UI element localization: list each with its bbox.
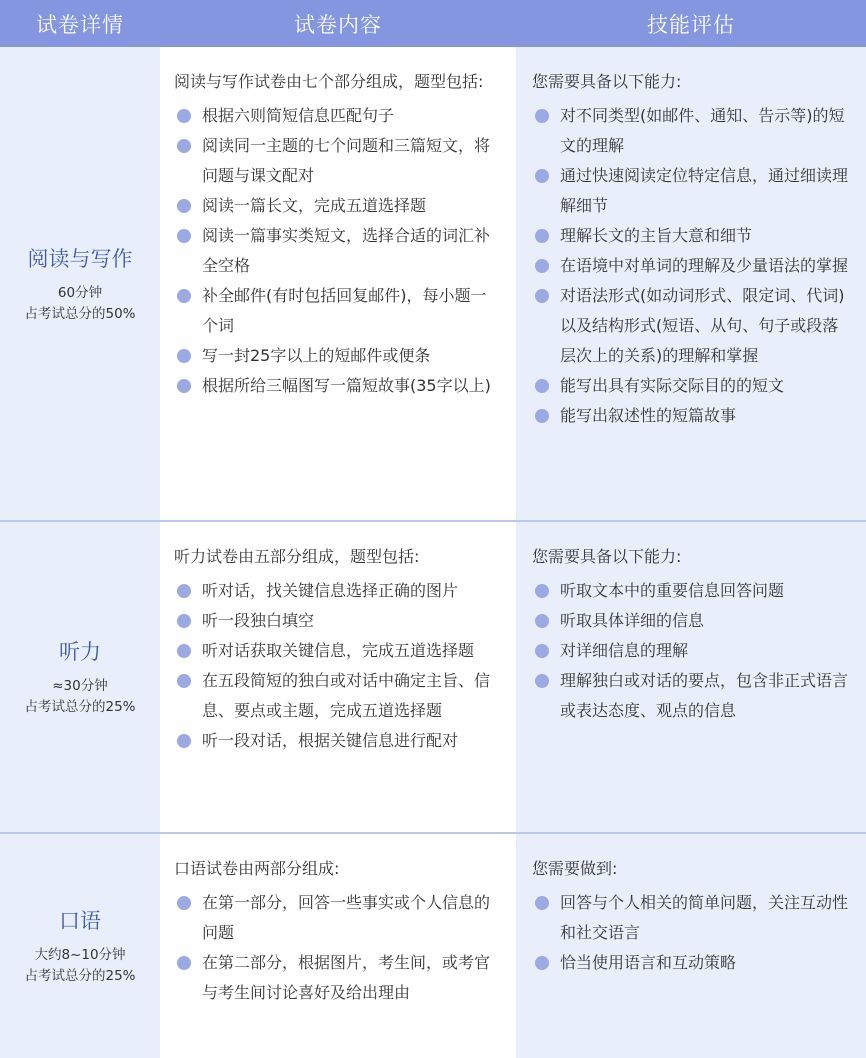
bullet-dot-icon	[177, 109, 191, 123]
bullet-dot-icon	[177, 289, 191, 303]
section-label	[0, 522, 160, 832]
bullet-dot-icon	[177, 734, 191, 748]
section-content	[160, 522, 516, 832]
bullet-dot-icon	[535, 109, 549, 123]
list-item: 听一段独白填空	[174, 606, 502, 636]
list-item: 在第一部分，回答一些事实或个人信息的问题	[174, 888, 502, 948]
bullet-dot-icon	[177, 349, 191, 363]
list-item: 通过快速阅读定位特定信息，通过细读理解细节	[532, 161, 852, 221]
list-item: 在语境中对单词的理解及少量语法的掌握	[532, 251, 852, 281]
list-item: 在五段简短的独白或对话中确定主旨、信息、要点或主题，完成五道选择题	[174, 666, 502, 726]
bullet-dot-icon	[177, 139, 191, 153]
list-item: 阅读同一主题的七个问题和三篇短文，将问题与课文配对	[174, 131, 502, 191]
section-skills	[516, 834, 866, 1058]
list-item: 听对话获取关键信息，完成五道选择题	[174, 636, 502, 666]
bullet-dot-icon	[177, 379, 191, 393]
bullet-dot-icon	[535, 289, 549, 303]
section-duration: 大约8~10分钟	[34, 947, 126, 963]
skills-list	[532, 101, 852, 431]
list-item: 能写出具有实际交际目的的短文	[532, 371, 852, 401]
bullet-dot-icon	[535, 584, 549, 598]
list-item: 回答与个人相关的简单问题，关注互动性和社交语言	[532, 888, 852, 948]
content-intro: 口语试卷由两部分组成:	[174, 859, 340, 878]
bullet-dot-icon	[535, 379, 549, 393]
section-duration: 60分钟	[57, 284, 103, 301]
bullet-dot-icon	[535, 674, 549, 688]
skills-list	[532, 576, 852, 726]
skills-intro: 您需要做到:	[532, 859, 618, 878]
list-item: 对语法形式(如动词形式、限定词、代词)以及结构形式(短语、从句、句子或段落层次上的关系)的理解和掌握	[532, 281, 852, 371]
list-item: 补全邮件(有时包括回复邮件)，每小题一个词	[174, 281, 502, 341]
bullet-dot-icon	[535, 896, 549, 910]
section-content	[160, 834, 516, 1058]
list-item: 对不同类型(如邮件、通知、告示等)的短文的理解	[532, 101, 852, 161]
bullet-dot-icon	[177, 644, 191, 658]
section-weight: 占考试总分的50%	[24, 305, 136, 322]
bullet-dot-icon	[535, 956, 549, 970]
section-reading-writing	[0, 47, 866, 520]
bullet-dot-icon	[535, 259, 549, 273]
list-item: 根据所给三幅图写一篇短故事(35字以上)	[174, 371, 502, 401]
skills-list	[532, 888, 852, 978]
content-list	[174, 888, 502, 1008]
section-weight: 占考试总分的25%	[24, 699, 136, 715]
list-item: 听对话，找关键信息选择正确的图片	[174, 576, 502, 606]
content-intro: 听力试卷由五部分组成，题型包括:	[174, 547, 420, 566]
section-skills	[516, 522, 866, 832]
bullet-dot-icon	[535, 614, 549, 628]
content-list	[174, 101, 502, 401]
bullet-dot-icon	[177, 199, 191, 213]
list-item: 阅读一篇长文，完成五道选择题	[174, 191, 502, 221]
list-item: 写一封25字以上的短邮件或便条	[174, 341, 502, 371]
list-item: 根据六则简短信息匹配句子	[174, 101, 502, 131]
list-item: 理解独白或对话的要点，包含非正式语言或表达态度、观点的信息	[532, 666, 852, 726]
section-label	[0, 47, 160, 520]
list-item: 听取具体详细的信息	[532, 606, 852, 636]
list-item: 阅读一篇事实类短文，选择合适的词汇补全空格	[174, 221, 502, 281]
content-list	[174, 576, 502, 756]
header-exam-content: 试卷内容	[294, 12, 382, 37]
section-content	[160, 47, 516, 520]
header-exam-details: 试卷详情	[36, 12, 124, 37]
skills-intro: 您需要具备以下能力:	[532, 547, 682, 566]
list-item: 对详细信息的理解	[532, 636, 852, 666]
bullet-dot-icon	[177, 584, 191, 598]
bullet-dot-icon	[535, 644, 549, 658]
section-label	[0, 834, 160, 1058]
list-item: 恰当使用语言和互动策略	[532, 948, 852, 978]
list-item: 在第二部分，根据图片，考生间，或考官与考生间讨论喜好及给出理由	[174, 948, 502, 1008]
bullet-dot-icon	[535, 169, 549, 183]
skills-intro: 您需要具备以下能力:	[532, 72, 682, 91]
section-name: 阅读与写作	[27, 246, 133, 271]
bullet-dot-icon	[177, 896, 191, 910]
bullet-dot-icon	[177, 674, 191, 688]
list-item: 能写出叙述性的短篇故事	[532, 401, 852, 431]
section-name: 听力	[59, 640, 101, 664]
list-item: 听取文本中的重要信息回答问题	[532, 576, 852, 606]
section-skills	[516, 47, 866, 520]
table-header	[0, 0, 866, 47]
header-skills: 技能评估	[647, 12, 735, 37]
section-duration: ≈30分钟	[52, 678, 108, 694]
list-item: 理解长文的主旨大意和细节	[532, 221, 852, 251]
section-listening	[0, 520, 866, 832]
list-item: 听一段对话，根据关键信息进行配对	[174, 726, 502, 756]
section-name: 口语	[59, 909, 101, 933]
content-intro: 阅读与写作试卷由七个部分组成，题型包括:	[174, 72, 484, 91]
section-weight: 占考试总分的25%	[24, 968, 136, 984]
bullet-dot-icon	[177, 614, 191, 628]
bullet-dot-icon	[177, 956, 191, 970]
section-speaking	[0, 832, 866, 1058]
bullet-dot-icon	[535, 229, 549, 243]
bullet-dot-icon	[177, 229, 191, 243]
bullet-dot-icon	[535, 409, 549, 423]
